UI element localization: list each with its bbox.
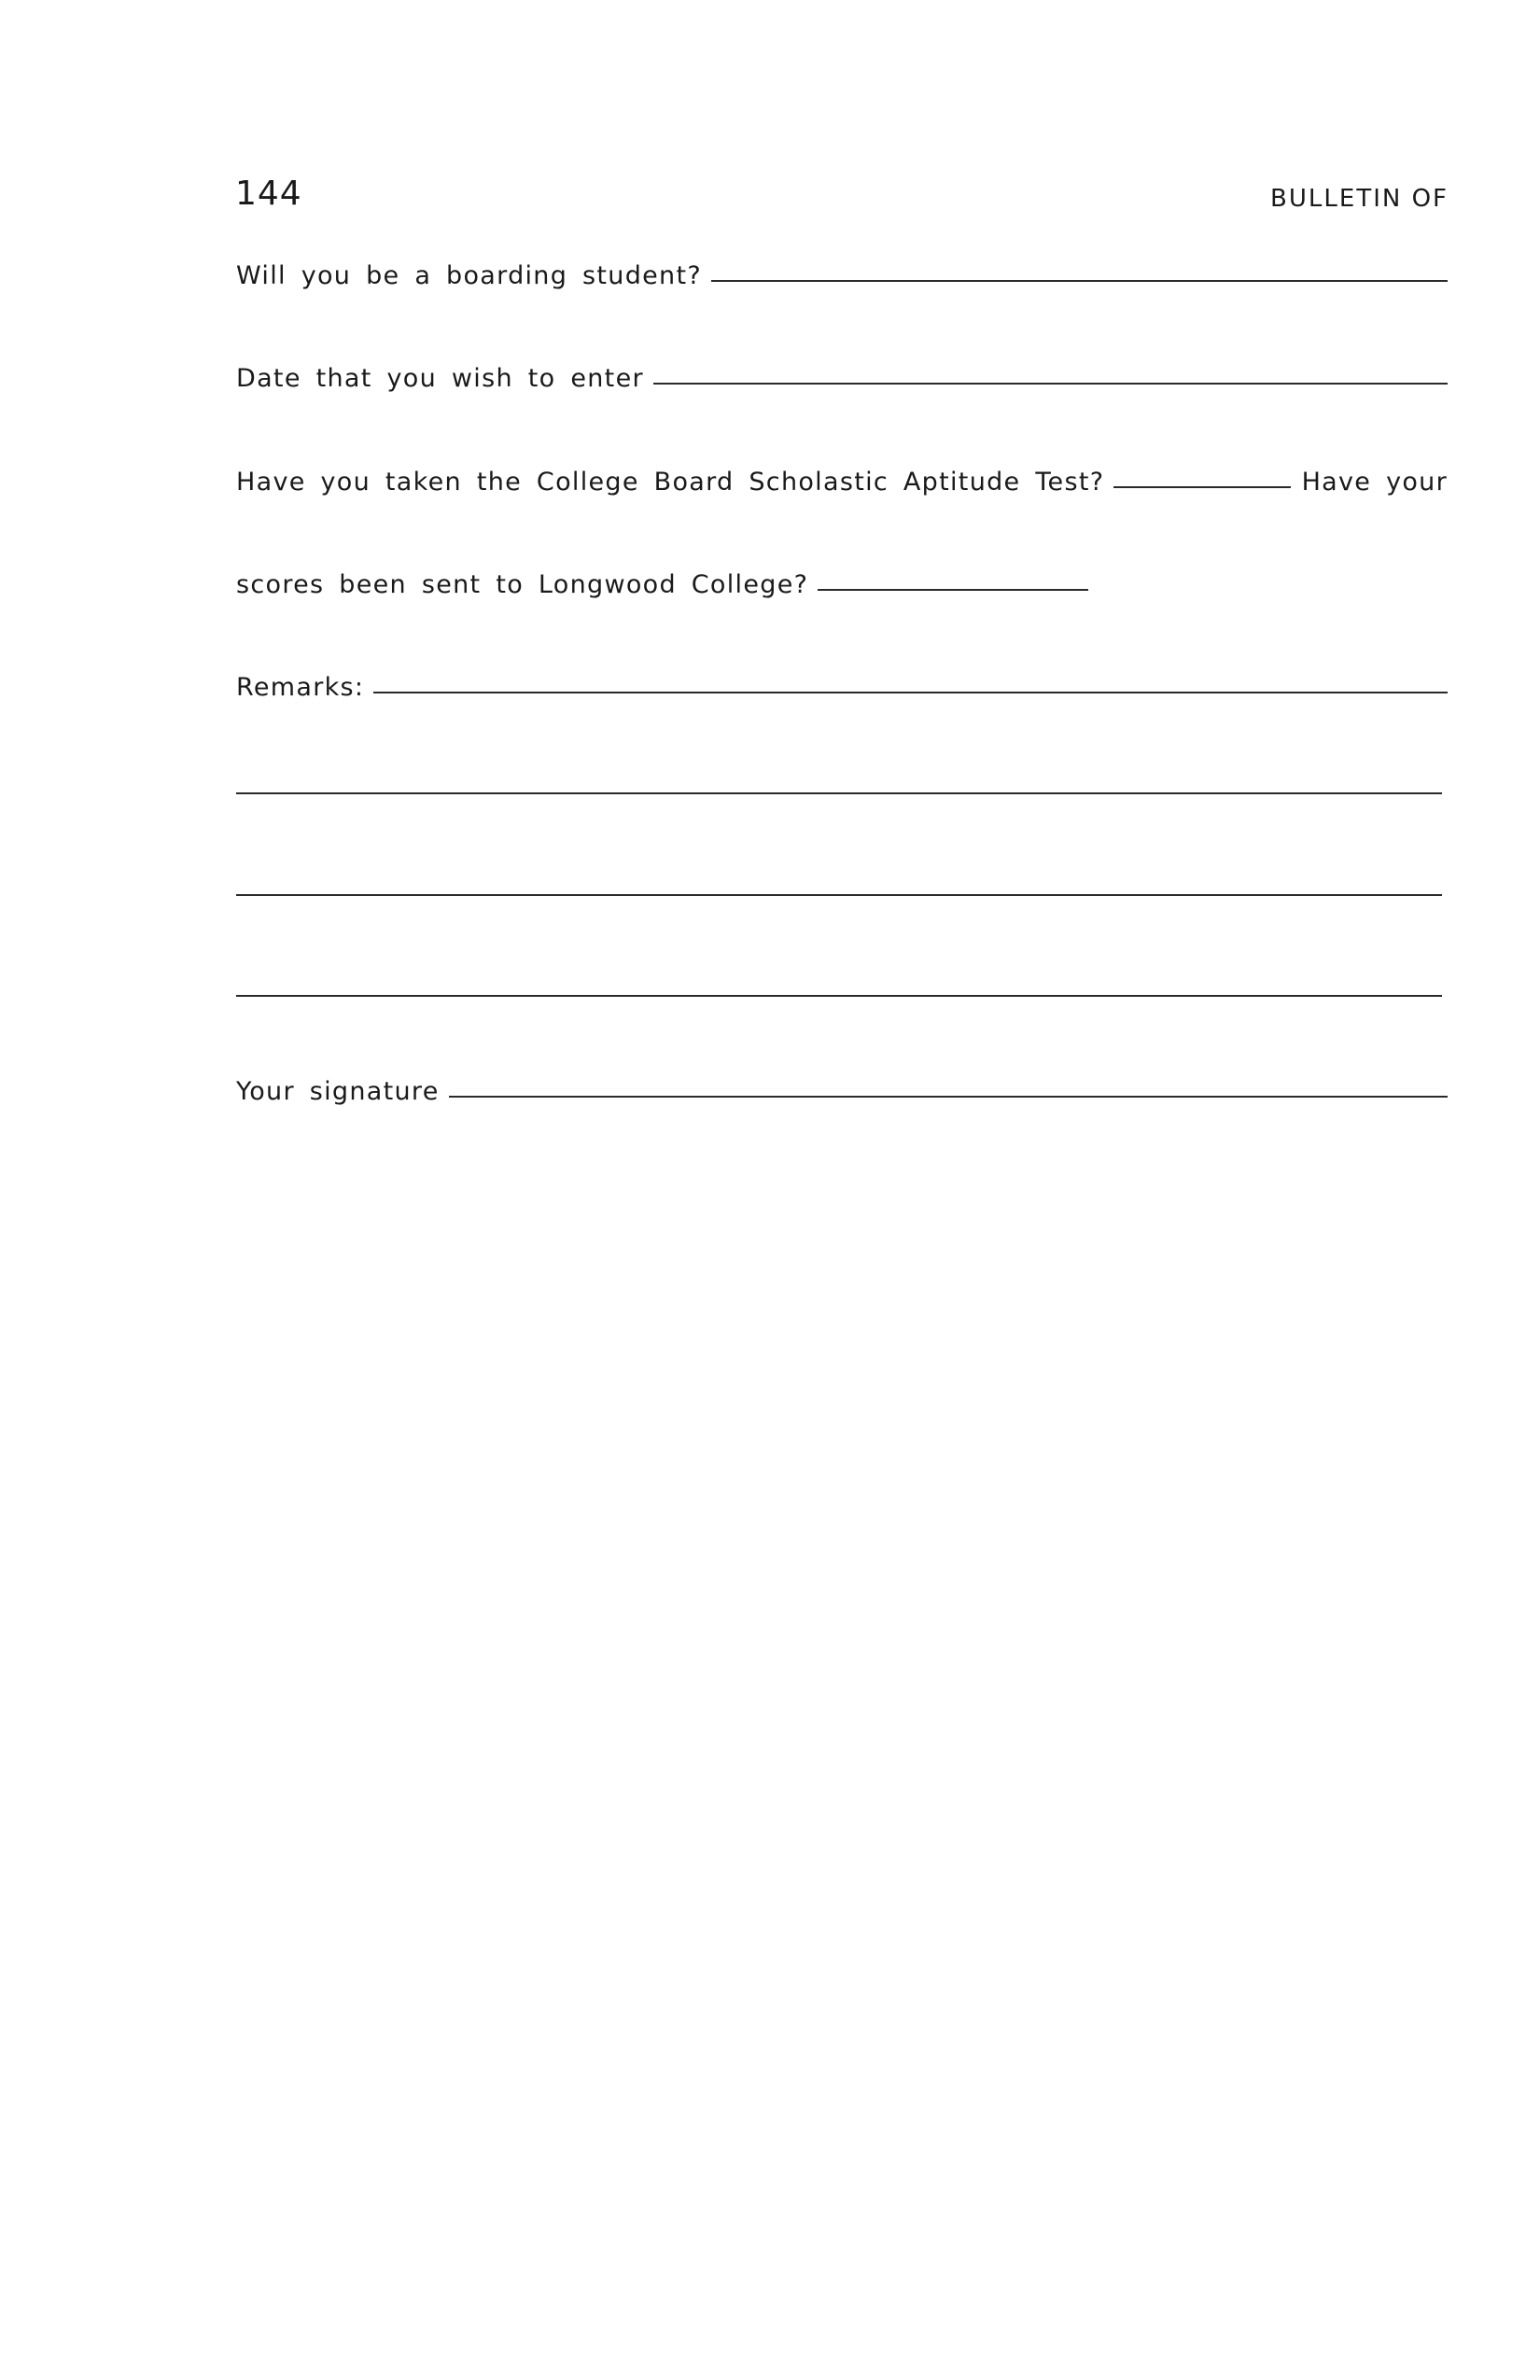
sat-followup-start: Have your: [1301, 468, 1448, 497]
remarks-row: [236, 675, 1448, 702]
remarks-line-2[interactable]: [236, 792, 1442, 794]
entry-date-label: Date that you wish to enter: [236, 364, 644, 393]
page-number: 144: [235, 175, 302, 213]
running-head: BULLETIN OF: [1270, 185, 1449, 213]
remarks-line-3[interactable]: [236, 894, 1442, 896]
scores-sent-row: [236, 572, 1448, 599]
signature-line[interactable]: [449, 1096, 1448, 1098]
sat-answer-line[interactable]: [1113, 486, 1290, 488]
boarding-answer-line[interactable]: [711, 280, 1448, 282]
signature-label: Your signature: [236, 1077, 440, 1106]
sat-question-row: [236, 469, 1448, 497]
boarding-question-row: [236, 263, 1448, 290]
entry-date-line[interactable]: [653, 383, 1448, 385]
signature-row: [236, 1079, 1448, 1106]
remarks-line-4[interactable]: [236, 995, 1442, 997]
entry-date-row: [236, 366, 1448, 393]
scores-sent-label: scores been sent to Longwood College?: [236, 570, 809, 599]
boarding-question-label: Will you be a boarding student?: [236, 261, 702, 290]
scores-sent-line[interactable]: [818, 589, 1088, 591]
remarks-label: Remarks:: [236, 673, 365, 702]
sat-question-label: Have you taken the College Board Scholastic Aptitude Test?: [236, 468, 1105, 497]
remarks-line-1[interactable]: [373, 692, 1448, 693]
